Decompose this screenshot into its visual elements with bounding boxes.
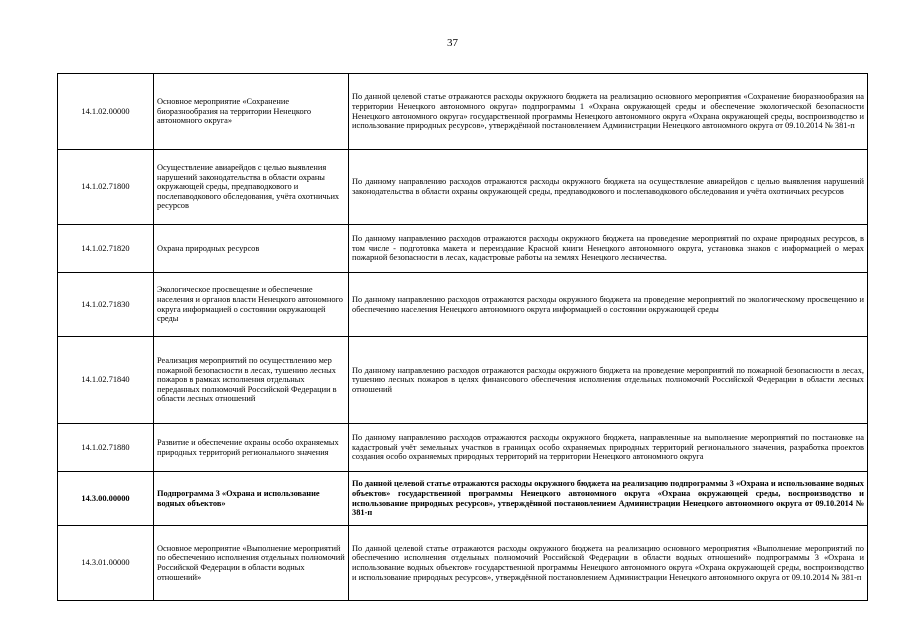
description-cell: По данному направлению расходов отражаются расходы окружного бюджета на осуществление авиарейдов с целью выявления нарушений законодательства в области охраны окружающей среды, предпаводкового и послепаводкового обследования и учёта охотничьих ресурсов: [349, 150, 868, 225]
budget-classification-table: [57, 73, 868, 601]
table-row: [58, 472, 868, 526]
page-number: 37: [447, 37, 458, 49]
table-row: [58, 150, 868, 225]
description-cell: По данной целевой статье отражаются расходы окружного бюджета на реализацию основного мероприятия «Сохранение биоразнообразия на территории Ненецкого автономного округа» подпрограммы 1 «Охрана окружающей среды и обеспечение экологической безопасности Ненецкого автономного округа» государственной программы Ненецкого автономного округа «Охрана окружающей среды, воспроизводство и использование природных ресурсов», утверждённой постановлением Администрации Ненецкого автономного округа от 09.10.2014 № 381-п: [349, 74, 868, 150]
table-row: [58, 424, 868, 472]
code-cell: 14.1.02.00000: [58, 74, 154, 150]
description-cell: По данной целевой статье отражаются расходы окружного бюджета на реализацию подпрограммы 3 «Охрана и использование водных объектов» государственной программы Ненецкого автономного округа «Охрана окружающей среды, воспроизводство и использование природных ресурсов», утверждённой постановлением Администрации Ненецкого автономного округа от 09.10.2014 № 381-п: [349, 472, 868, 526]
table-row: [58, 74, 868, 150]
code-cell: 14.3.01.00000: [58, 526, 154, 601]
name-cell: Основное мероприятие «Выполнение мероприятий по обеспечению исполнения отдельных полномочий Российской Федерации в области водных отношений»: [154, 526, 349, 601]
code-cell: 14.1.02.71830: [58, 273, 154, 337]
code-cell: 14.1.02.71820: [58, 225, 154, 273]
code-cell: 14.3.00.00000: [58, 472, 154, 526]
table-row: [58, 337, 868, 424]
name-cell: Охрана природных ресурсов: [154, 225, 349, 273]
description-cell: По данной целевой статье отражаются расходы окружного бюджета на реализацию основного мероприятия «Выполнение мероприятий по обеспечению исполнения отдельных полномочий Российской Федерации в области водных отношений» подпрограммы 3 «Охрана и использование водных объектов» государственной программы Ненецкого автономного округа «Охрана окружающей среды, воспроизводство и использование природных ресурсов», утверждённой постановлением Администрации Ненецкого автономного округа от 09.10.2014 № 381-п: [349, 526, 868, 601]
description-cell: По данному направлению расходов отражаются расходы окружного бюджета на проведение мероприятий по экологическому просвещению и обеспечению населения Ненецкого автономного округа информацией о состоянии окружающей среды: [349, 273, 868, 337]
description-cell: По данному направлению расходов отражаются расходы окружного бюджета, направленные на выполнение мероприятий по постановке на кадастровый учёт земельных участков в границах особо охраняемых природных территорий регионального значения, разработка проектов создания особо охраняемых природных территорий на территории Ненецкого автономного округа: [349, 424, 868, 472]
code-cell: 14.1.02.71880: [58, 424, 154, 472]
name-cell: Подпрограмма 3 «Охрана и использование водных объектов»: [154, 472, 349, 526]
description-cell: По данному направлению расходов отражаются расходы окружного бюджета на проведение мероприятий по пожарной безопасности в лесах, тушению лесных пожаров в целях финансового обеспечения исполнения отдельных полномочий Российской Федерации в области лесных отношений: [349, 337, 868, 424]
table-row: [58, 526, 868, 601]
name-cell: Реализация мероприятий по осуществлению мер пожарной безопасности в лесах, тушению лесных пожаров в рамках исполнения отдельных переданных полномочий Российской Федерации в области лесных отношений: [154, 337, 349, 424]
name-cell: Экологическое просвещение и обеспечение населения и органов власти Ненецкого автономного округа информацией о состоянии окружающей среды: [154, 273, 349, 337]
code-cell: 14.1.02.71840: [58, 337, 154, 424]
name-cell: Осуществление авиарейдов с целью выявления нарушений законодательства в области охраны окружающей среды, предпаводкового и послепаводкового обследования, учёта охотничьих ресурсов: [154, 150, 349, 225]
name-cell: Развитие и обеспечение охраны особо охраняемых природных территорий регионального значения: [154, 424, 349, 472]
table-row: [58, 273, 868, 337]
description-cell: По данному направлению расходов отражаются расходы окружного бюджета на проведение мероприятий по охране природных ресурсов, в том числе - подготовка макета и переиздание Красной книги Ненецкого автономного округа, установка знаков с информацией о мерах пожарной безопасности в лесах, кадастровые работы на землях Ненецкого лесничества.: [349, 225, 868, 273]
table-row: [58, 225, 868, 273]
code-cell: 14.1.02.71800: [58, 150, 154, 225]
name-cell: Основное мероприятие «Сохранение биоразнообразия на территории Ненецкого автономного округа»: [154, 74, 349, 150]
